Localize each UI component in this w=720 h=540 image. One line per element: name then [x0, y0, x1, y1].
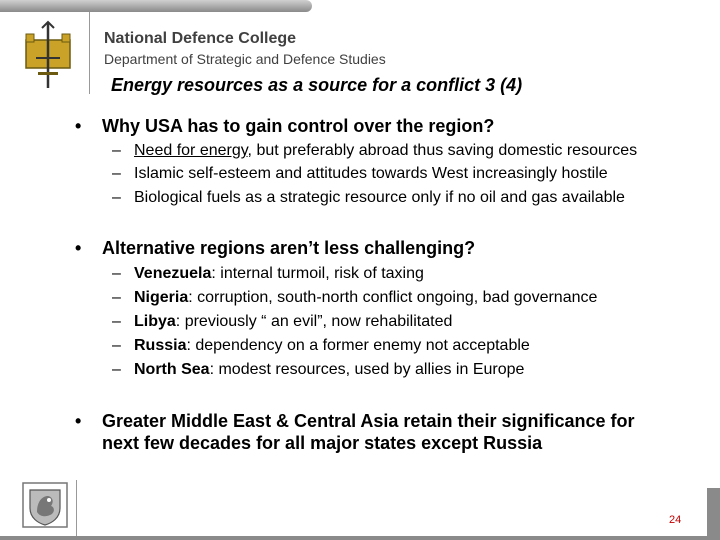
bullet-marker: •: [75, 411, 82, 431]
dash-marker: –: [112, 165, 121, 182]
sub-bullet: [112, 164, 608, 184]
footer-bar: [0, 536, 720, 540]
region-note: : modest resources, used by allies in Europe: [209, 361, 525, 378]
lion-crest-icon: [22, 482, 68, 528]
header-bar: [0, 0, 312, 12]
bullet-greater-middle-east: [75, 410, 635, 454]
region-name: Russia: [134, 337, 187, 354]
bullet-text: Why USA has to gain control over the region?: [102, 116, 495, 136]
bullet-marker: •: [75, 116, 82, 136]
bullet-text-line2: next few decades for all major states except Russia: [102, 433, 543, 453]
region-note: : previously “ an evil”, now rehabilitated: [175, 313, 453, 330]
footer-corner: [707, 488, 720, 540]
footer-divider: [76, 480, 77, 540]
sub-bullet: [112, 188, 625, 208]
dash-marker: –: [112, 313, 121, 330]
page-number: 24: [669, 514, 682, 526]
region-note: : dependency on a former enemy not acceptable: [186, 337, 530, 354]
region-item-russia: [112, 336, 530, 356]
dash-marker: –: [112, 289, 121, 306]
bullet-text-line1: Greater Middle East & Central Asia retain their significance for: [102, 411, 635, 431]
sub-bullet-text: Biological fuels as a strategic resource only if no oil and gas available: [134, 189, 625, 206]
bullet-usa-control: [75, 115, 495, 137]
slide-title: Energy resources as a source for a conflict 3 (4): [111, 75, 523, 95]
sub-bullet-text: Islamic self-esteem and attitudes towards West increasingly hostile: [134, 165, 608, 182]
region-item-nigeria: [112, 288, 598, 308]
bullet-text: Alternative regions aren’t less challenging?: [102, 238, 476, 258]
sub-bullet-lead: Need for energy: [134, 142, 248, 159]
header-divider: [89, 12, 90, 94]
dash-marker: –: [112, 361, 121, 378]
dash-marker: –: [112, 142, 121, 159]
dash-marker: –: [112, 265, 121, 282]
region-name: Venezuela: [134, 265, 212, 282]
college-emblem-icon: [20, 20, 76, 90]
region-name: Nigeria: [134, 289, 189, 306]
region-note: : corruption, south-north conflict ongoing, bad governance: [188, 289, 598, 306]
department-name: Department of Strategic and Defence Studies: [104, 51, 386, 67]
sub-bullet: [112, 141, 638, 161]
bullet-alternative-regions: [75, 237, 476, 259]
bullet-marker: •: [75, 238, 82, 258]
region-item-north-sea: [112, 360, 525, 380]
college-name: National Defence College: [104, 30, 297, 47]
dash-marker: –: [112, 337, 121, 354]
region-item-venezuela: [112, 264, 424, 284]
region-item-libya: [112, 312, 453, 332]
sub-bullet-text: , but preferably abroad thus saving domestic resources: [247, 142, 638, 159]
region-name: North Sea: [134, 361, 210, 378]
region-note: : internal turmoil, risk of taxing: [211, 265, 424, 282]
dash-marker: –: [112, 189, 121, 206]
region-name: Libya: [134, 313, 176, 330]
